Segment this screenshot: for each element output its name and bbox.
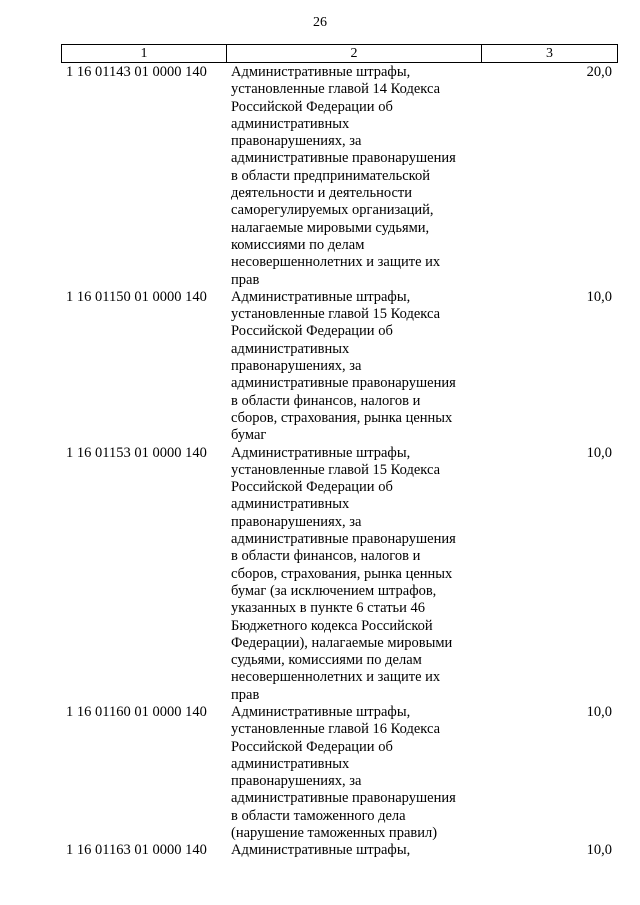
row-description [229,842,481,859]
description-line: Административные штрафы, [231,288,411,305]
description-line: в области финансов, налогов и [231,392,421,409]
amount-value: 20,0 [586,64,612,80]
column-header-row [62,45,618,63]
amount-value: 10,0 [586,444,612,461]
budget-code: 1 16 01143 01 0000 140 [66,64,207,80]
budget-code: 1 16 01160 01 0000 140 [66,703,207,720]
description-line: правонарушениях, за [231,133,362,150]
description-line: правонарушениях, за [231,773,362,790]
row-description [229,64,481,289]
description-line: бумаг [231,427,267,444]
description-line: в области предпринимательской [231,167,430,184]
amount-value: 10,0 [586,288,612,305]
description-line: сборов, страхования, рынка ценных [231,565,453,582]
budget-code: 1 16 01163 01 0000 140 [66,842,207,859]
description-line: Российской Федерации об [231,98,393,115]
description-line: административных [231,755,350,772]
description-line: правонарушениях, за [231,513,362,530]
description-line: комиссиями по делам [231,236,365,253]
row-description [229,704,481,842]
column-header-table [61,44,618,63]
table-row [61,842,616,859]
description-line: правонарушениях, за [231,358,362,375]
description-line: административные правонарушения [231,790,456,807]
row-description [229,289,481,445]
amount-value: 10,0 [586,703,612,720]
budget-table-body [61,64,616,860]
description-line: Российской Федерации об [231,738,393,755]
description-line: административных [231,115,350,132]
column-header-2: 2 [227,45,482,63]
description-line: административные правонарушения [231,531,456,548]
description-line: административных [231,496,350,513]
description-line: саморегулируемых организаций, [231,202,434,219]
description-line: сборов, страхования, рынка ценных [231,409,453,426]
table-row [61,704,616,842]
description-line: административные правонарушения [231,150,456,167]
description-line: судьями, комиссиями по делам [231,652,422,669]
description-line: бумаг (за исключением штрафов, [231,582,437,599]
description-line: Российской Федерации об [231,479,393,496]
page-number: 26 [313,15,327,30]
table-row [61,289,616,445]
description-line: административных [231,340,350,357]
description-line: административные правонарушения [231,375,456,392]
budget-code: 1 16 01153 01 0000 140 [66,444,207,461]
description-line: Административные штрафы, [231,842,411,859]
description-line: Федерации), налагаемые мировыми [231,634,453,651]
description-line: (нарушение таможенных правил) [231,825,438,842]
amount-value: 10,0 [586,842,612,859]
description-line: в области финансов, налогов и [231,548,421,565]
description-line: Административные штрафы, [231,703,411,720]
description-line: прав [231,271,260,288]
description-line: установленные главой 14 Кодекса [231,81,441,98]
table-row [61,445,616,704]
description-line: в области таможенного дела [231,807,406,824]
description-line: установленные главой 15 Кодекса [231,306,441,323]
description-line: Административные штрафы, [231,444,411,461]
description-line: Бюджетного кодекса Российской [231,617,433,634]
description-line: Российской Федерации об [231,323,393,340]
budget-code: 1 16 01150 01 0000 140 [66,288,207,305]
description-line: налагаемые мировыми судьями, [231,219,430,236]
description-line: указанных в пункте 6 статьи 46 [231,600,426,617]
column-header-1: 1 [62,45,227,63]
description-line: установленные главой 15 Кодекса [231,461,441,478]
description-line: деятельности и деятельности [231,185,413,202]
row-description [229,445,481,704]
description-line: несовершеннолетних и защите их [231,254,441,271]
description-line: установленные главой 16 Кодекса [231,721,441,738]
description-line: несовершеннолетних и защите их [231,669,441,686]
column-header-3: 3 [482,45,618,63]
description-line: Административные штрафы, [231,64,411,80]
description-line: прав [231,686,260,703]
table-row [61,64,616,289]
